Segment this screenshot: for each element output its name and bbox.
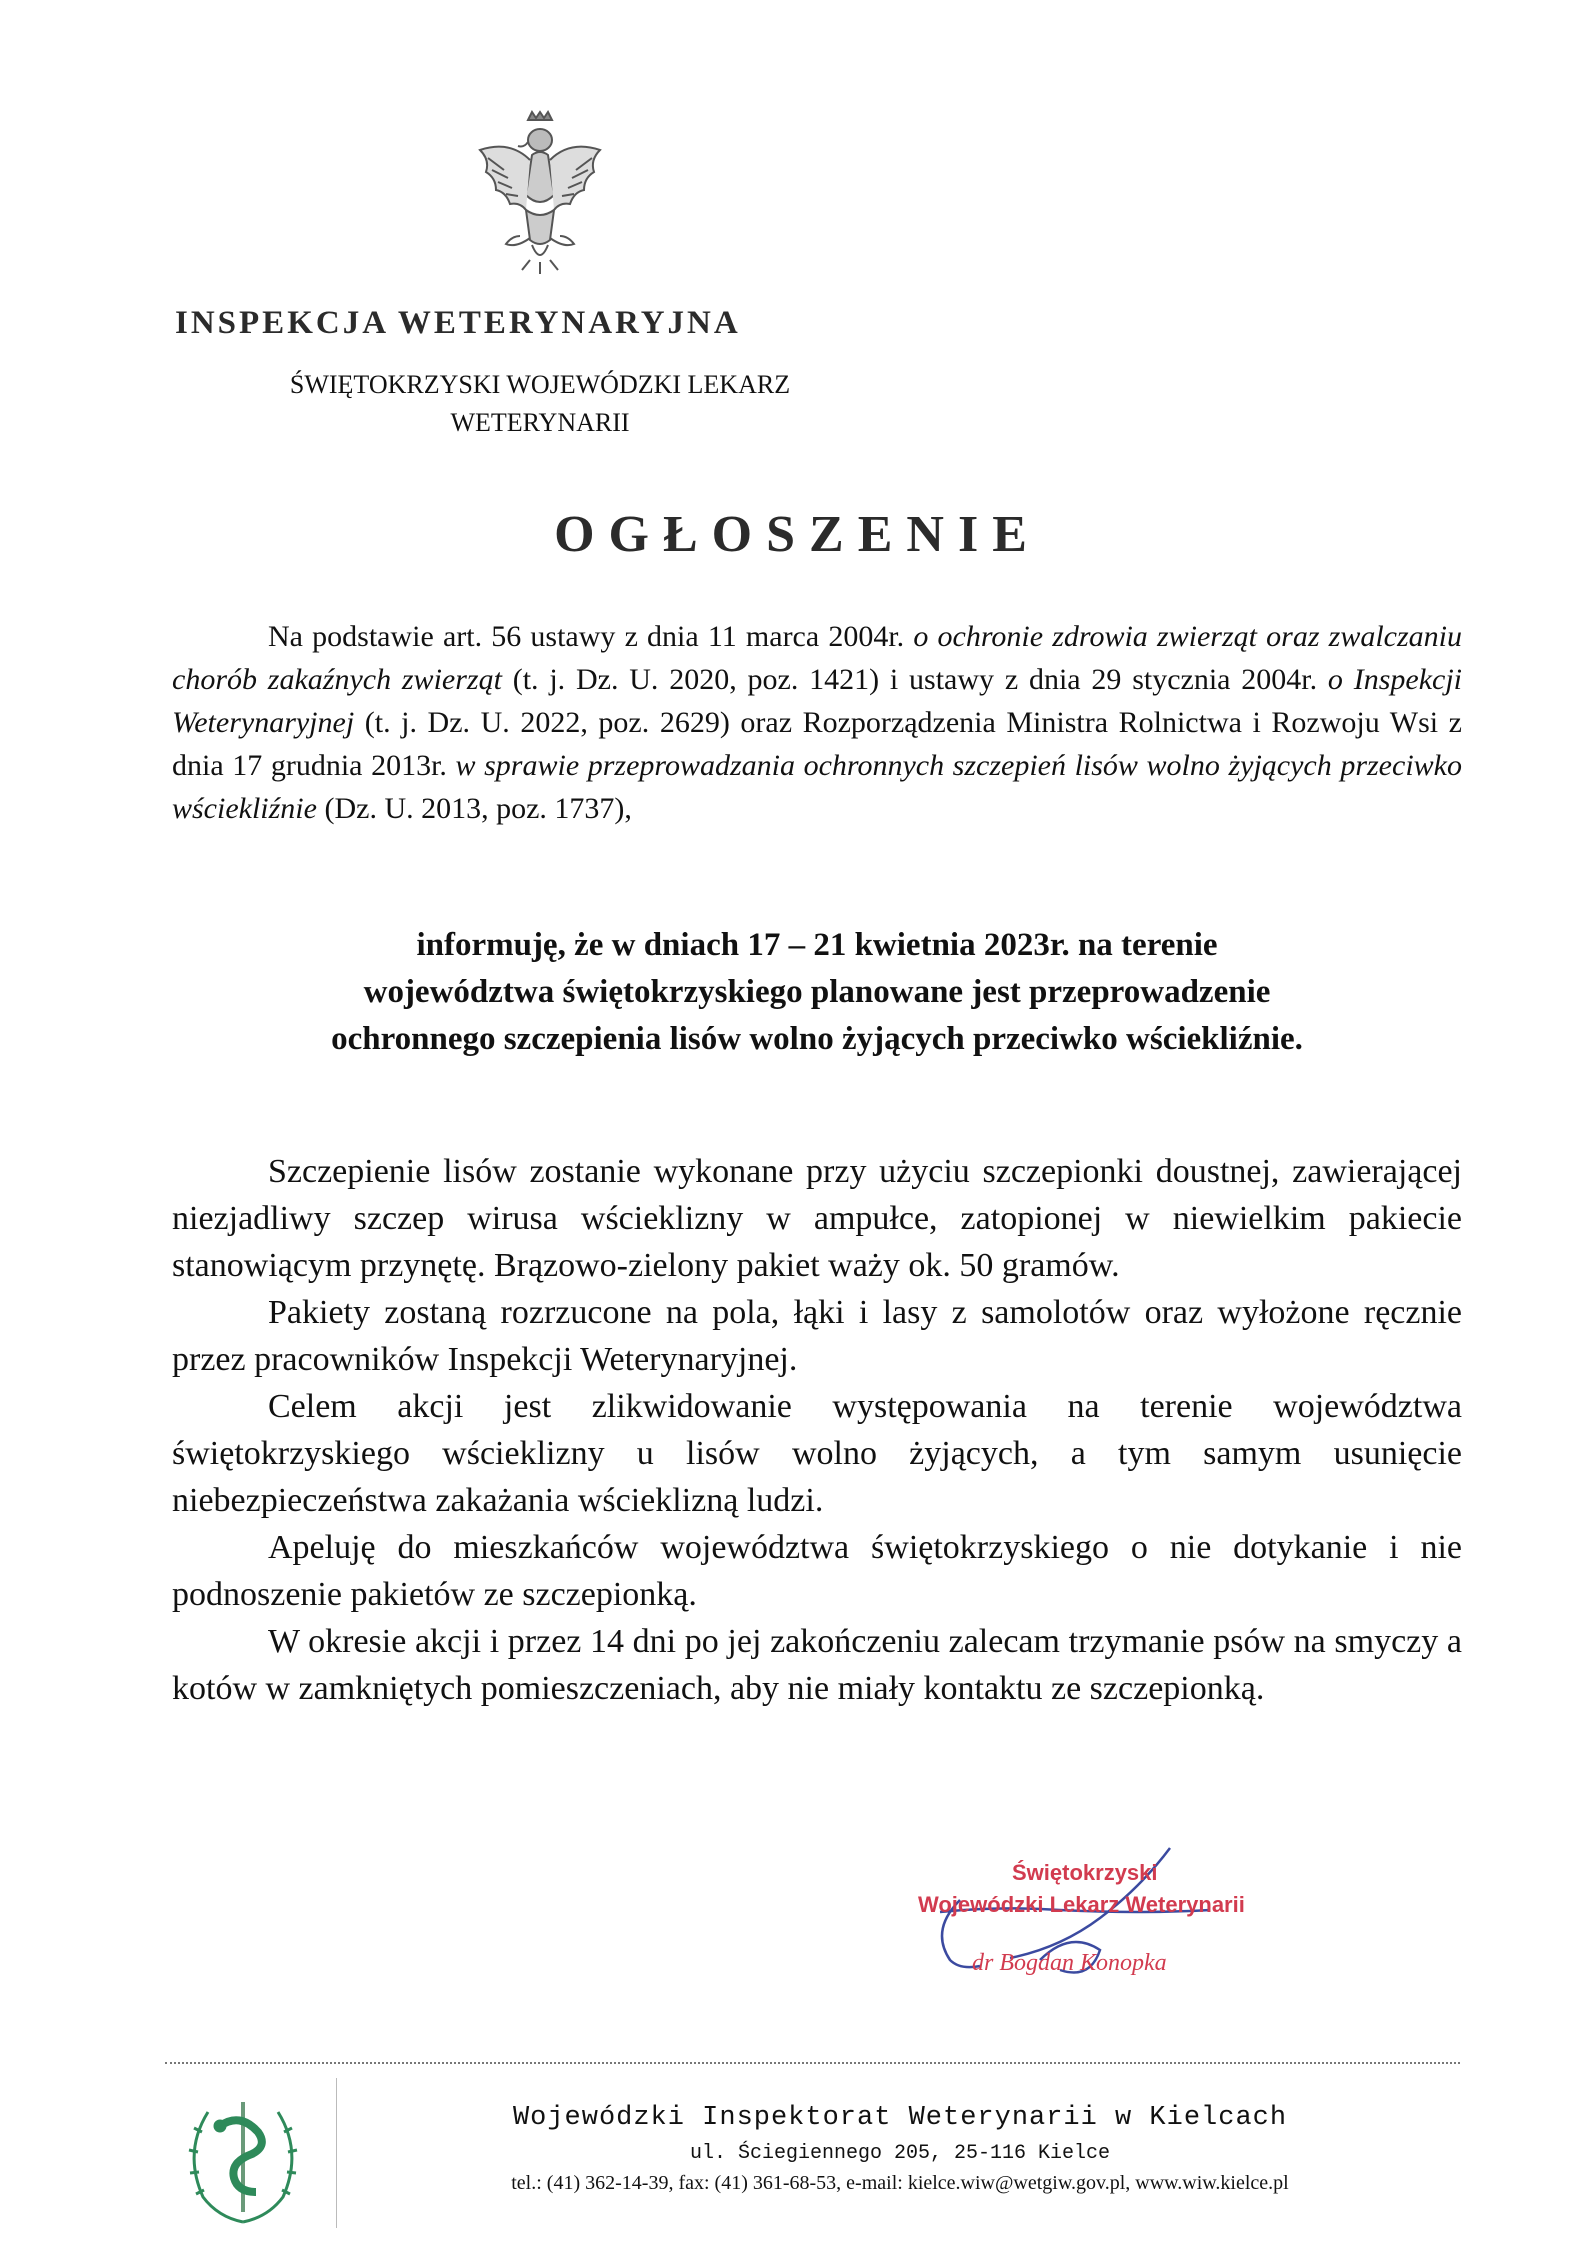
footer-address: ul. Ściegiennego 205, 25-116 Kielce <box>689 2142 1111 2165</box>
body-paragraph: W okresie akcji i przez 14 dni po jej zakończeniu zalecam trzymanie psów na smyczy a kotów w zamkniętych pomieszczeniach, aby nie miały kontaktu ze szczepionką. <box>172 1623 1462 1707</box>
act-title-veterinary-inspection: o Inspekcji Weterynaryjnej <box>172 663 1463 739</box>
legal-text-3: (t. j. Dz. U. 2022, poz. 2629) oraz Rozporządzenia Ministra Rolnictwa i Rozwoju Wsi z dnia 17 grudnia 2013r. <box>172 706 1462 782</box>
announcement-line1: informuję, że w dniach 17 – 21 kwietnia 2023r. na terenie <box>416 927 1218 963</box>
body-paragraph: Celem akcji jest zlikwidowanie występowania na terenie województwa świętokrzyskiego wścieklizny u lisów wolno żyjących, a tym samym usunięcie niebezpieczeństwa zakażania wścieklizną ludzi. <box>172 1388 1462 1519</box>
document-title: OGŁOSZENIE <box>554 506 1041 563</box>
legal-text-1: Na podstawie art. 56 ustawy z dnia 11 marca 2004r. <box>268 620 914 653</box>
stamp-line1: Świętokrzyski <box>1012 1860 1158 1885</box>
legal-basis-paragraph <box>172 615 1462 830</box>
announcement-line2: województwa świętokrzyskiego planowane jest przeprowadzenie <box>363 974 1271 1010</box>
institution-subtitle-line1: ŚWIĘTOKRZYSKI WOJEWÓDZKI LEKARZ <box>289 370 791 399</box>
legal-text-2: (t. j. Dz. U. 2020, poz. 1421) i ustawy z dnia 29 stycznia 2004r. <box>501 663 1328 696</box>
announcement-line3: ochronnego szczepienia lisów wolno żyjących przeciwko wściekliźnie. <box>331 1021 1303 1057</box>
body-paragraph: Apeluję do mieszkańców województwa świętokrzyskiego o nie dotykanie i nie podnoszenie pakietów ze szczepionką. <box>172 1529 1462 1613</box>
footer-vertical-divider <box>336 2078 337 2228</box>
footer-institution-name: Wojewódzki Inspektorat Weterynarii w Kielcach <box>512 2103 1288 2133</box>
stamp-line2: Wojewódzki Lekarz Weterynarii <box>918 1892 1245 1917</box>
announcement <box>172 922 1462 1063</box>
legal-text-4: (Dz. U. 2013, poz. 1737), <box>316 792 632 825</box>
body-paragraph: Szczepienie lisów zostanie wykonane przy użyciu szczepionki doustnej, zawierającej niezjadliwy szczep wirusa wścieklizny w ampułce, zatopionej w niewielkim pakiecie stanowiącym przynętę. Brązowo-zielony pakiet waży ok. 50 gramów. <box>172 1153 1462 1284</box>
stamp-name: dr Bogdan Konopka <box>972 1950 1167 1976</box>
body-text <box>172 1148 1462 1712</box>
footer-contact: tel.: (41) 362-14-39, fax: (41) 361-68-53, e-mail: kielce.wiw@wetgiw.gov.pl, www.wiw.kielce.pl <box>511 2172 1289 2194</box>
caduceus-wreath-icon <box>168 2082 318 2232</box>
institution-name: INSPEKCJA WETERYNARYJNA <box>175 305 741 341</box>
act-title-animal-health: o ochronie zdrowia zwierząt oraz zwalczaniu chorób zakaźnych zwierząt <box>172 620 1462 696</box>
institution-subtitle-line2: WETERYNARII <box>450 408 630 437</box>
regulation-title: w sprawie przeprowadzania ochronnych szczepień lisów wolno żyjących przeciwko wściekliźnie <box>172 749 1462 825</box>
footer-divider <box>165 2062 1460 2064</box>
body-paragraph: Pakiety zostaną rozrzucone na pola, łąki i lasy z samolotów oraz wyłożone ręcznie przez pracowników Inspekcji Weterynaryjnej. <box>172 1294 1462 1378</box>
polish-eagle-icon <box>470 110 610 280</box>
